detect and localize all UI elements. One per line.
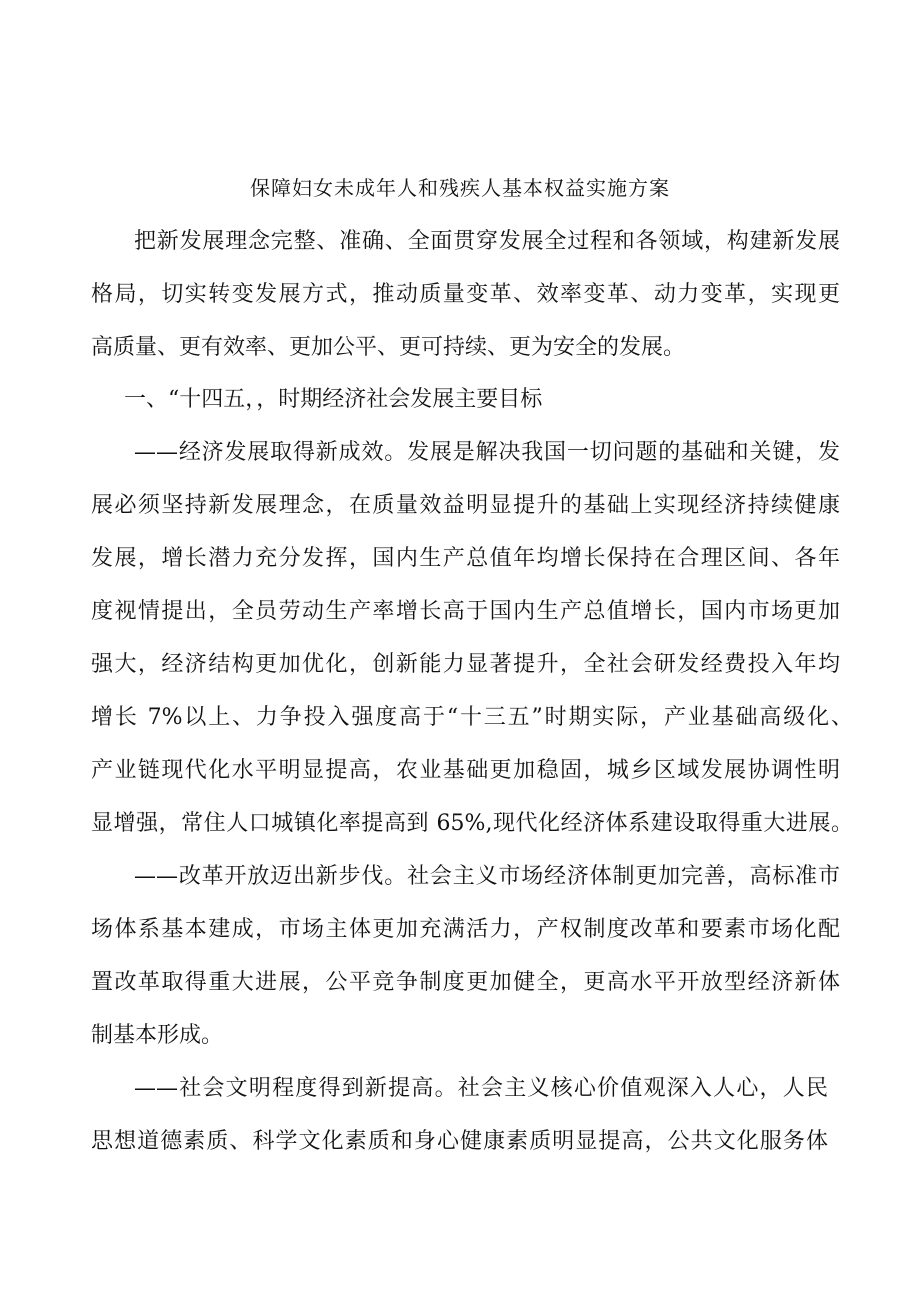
intro-line-3: 高质量、更有效率、更加公平、更可持续、更为安全的发展。 [91, 335, 686, 360]
economy-line-1: ——经济发展取得新成效。发展是解决我国一切问题的基础和关键，发 [134, 440, 840, 465]
economy-line-5: 强大，经济结构更加优化，创新能力显著提升，全社会研发经费投入年均 [91, 652, 840, 677]
section-heading: 一、“十四五，，时期经济社会发展主要目标 [124, 387, 543, 412]
economy-line-4: 度视情提出，全员劳动生产率增长高于国内生产总值增长，国内市场更加 [91, 599, 840, 624]
economy-line-8: 显增强，常住人口城镇化率提高到 65%,现代化经济体系建设取得重大进展。 [91, 811, 853, 836]
intro-line-2: 格局，切实转变发展方式，推动质量变革、效率变革、动力变革，实现更 [91, 282, 840, 307]
document-title: 保障妇女未成年人和残疾人基本权益实施方案 [250, 176, 670, 200]
reform-line-4: 制基本形成。 [91, 1023, 224, 1048]
civilization-line-1: ——社会文明程度得到新提高。社会主义核心价值观深入人心，人民 [134, 1076, 828, 1101]
economy-line-3: 发展，增长潜力充分发挥，国内生产总值年均增长保持在合理区间、各年 [91, 546, 840, 571]
economy-line-2: 展必须坚持新发展理念，在质量效益明显提升的基础上实现经济持续健康 [91, 493, 840, 518]
economy-line-7: 产业链现代化水平明显提高，农业基础更加稳固，城乡区域发展协调性明 [91, 758, 840, 783]
reform-line-2: 场体系基本建成，市场主体更加充满活力，产权制度改革和要素市场化配 [91, 917, 840, 942]
economy-line-6: 增长 7%以上、力争投入强度高于“十三五”时期实际，产业基础高级化、 [91, 705, 853, 730]
intro-line-1: 把新发展理念完整、准确、全面贯穿发展全过程和各领域，构建新发展 [134, 229, 840, 254]
civilization-line-2: 思想道德素质、科学文化素质和身心健康素质明显提高，公共文化服务体 [91, 1129, 828, 1154]
reform-line-1: ——改革开放迈出新步伐。社会主义市场经济体制更加完善，高标准市 [134, 864, 840, 889]
reform-line-3: 置改革取得重大进展，公平竞争制度更加健全，更高水平开放型经济新体 [91, 970, 840, 995]
